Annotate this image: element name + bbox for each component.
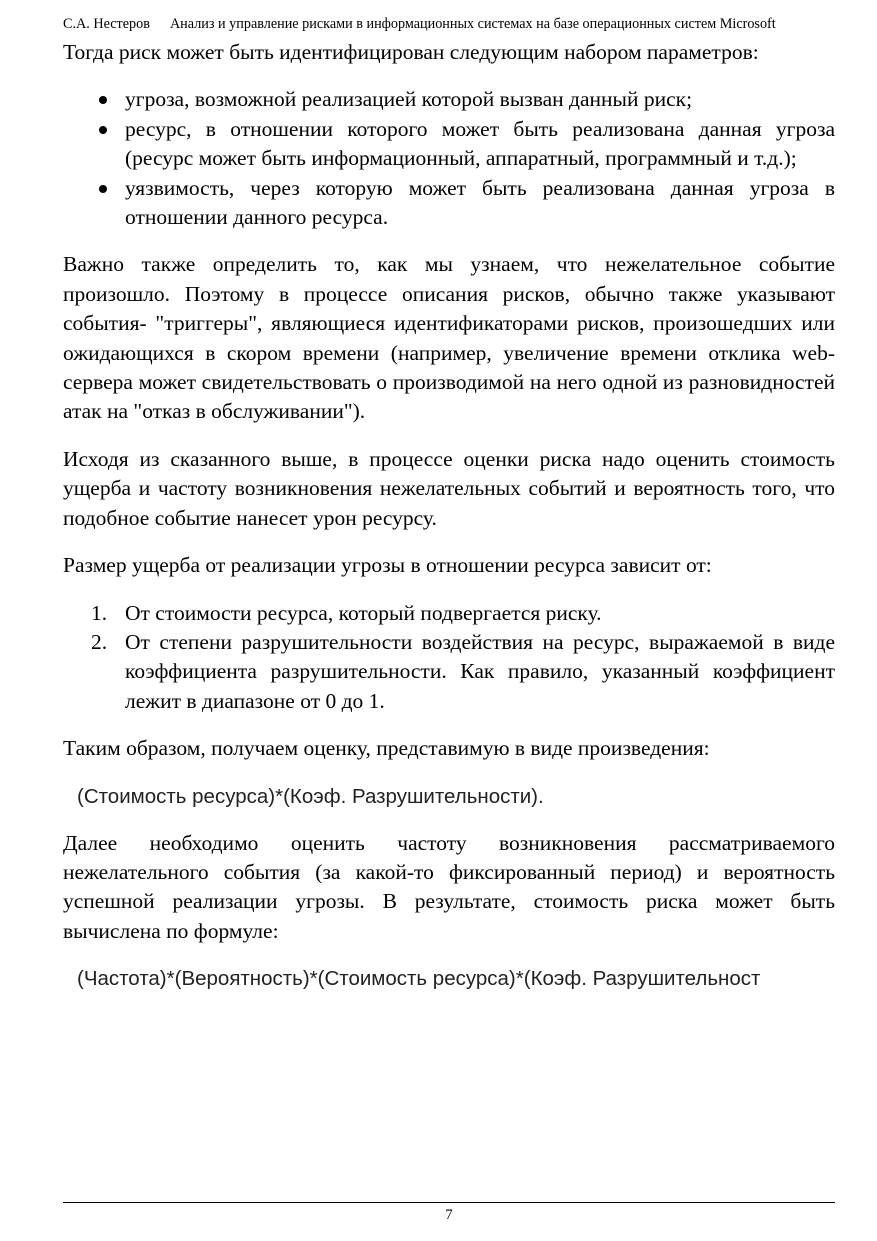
document-page	[63, 0, 835, 1241]
list-item-text: От стоимости ресурса, который подвергается риску.	[125, 600, 602, 625]
page-body	[63, 38, 835, 1011]
paragraph-risk-parameters: Тогда риск может быть идентифицирован следующим набором параметров:	[63, 40, 759, 64]
list-item	[125, 115, 835, 174]
list-item	[91, 599, 835, 628]
bullet-icon	[99, 126, 107, 134]
list-number: 1.	[91, 600, 108, 625]
bullet-icon	[99, 185, 107, 193]
list-item	[91, 628, 835, 716]
list-item	[125, 85, 835, 114]
damage-factors-list	[63, 599, 835, 717]
list-item-text: От степени разрушительности воздействия на ресурс, выражаемой в виде коэффициента разрушительности. Как правило, указанный коэффициент лежит в диапазоне от 0 до 1.	[125, 629, 835, 713]
risk-parameters-list	[63, 85, 835, 232]
header-author: С.А. Нестеров	[63, 16, 150, 32]
list-item-text: угроза, возможной реализацией которой вызван данный риск;	[125, 87, 693, 112]
bullet-icon	[99, 96, 107, 104]
paragraph-risk-cost: Далее необходимо оценить частоту возникновения рассматриваемого нежелательного события (за какой-то фиксированный период) и вероятность успешной реализации угрозы. В результате, стоимость риска может быть вычислена по формуле:	[63, 830, 835, 943]
paragraph-triggers: Важно также определить то, как мы узнаем, что нежелательное событие произошло. Поэтому в процессе описания рисков, обычно также указывают события- "триггеры", являющиеся идентификаторами рисков, произошедших или ожидающихся в скором времени (например, увеличение времени отклика web-сервера может свидетельствовать о производимой на него одной из разновидностей атак на "отказ в обслуживании").	[63, 252, 835, 424]
list-item-text: ресурс, в отношении которого может быть реализована данная угроза (ресурс может быть информационный, аппаратный, программный и т.д.);	[125, 116, 835, 171]
list-item	[125, 174, 835, 233]
list-item-text: уязвимость, через которую может быть реализована данная угроза в отношении данного ресурса.	[125, 175, 835, 230]
header-title: Анализ и управление рисками в информационных системах на базе операционных систем Microsoft	[169, 16, 776, 32]
page-number: 7	[445, 1207, 453, 1223]
paragraph-estimate: Таким образом, получаем оценку, представимую в виде произведения:	[63, 736, 710, 761]
paragraph-damage-size: Размер ущерба от реализации угрозы в отношении ресурса зависит от:	[63, 553, 712, 578]
paragraph-risk-assessment: Исходя из сказанного выше, в процессе оценки риска надо оценить стоимость ущерба и частоту возникновения нежелательных событий и вероятность того, что подобное событие нанесет урон ресурсу.	[63, 446, 835, 530]
formula-damage: (Стоимость ресурса)*(Коэф. Разрушительности).	[77, 784, 544, 808]
running-header	[63, 14, 835, 34]
footer-divider	[63, 1202, 835, 1203]
list-number: 2.	[91, 629, 108, 654]
formula-risk-cost: (Частота)*(Вероятность)*(Стоимость ресурса)*(Коэф. Разрушительност	[77, 967, 761, 991]
